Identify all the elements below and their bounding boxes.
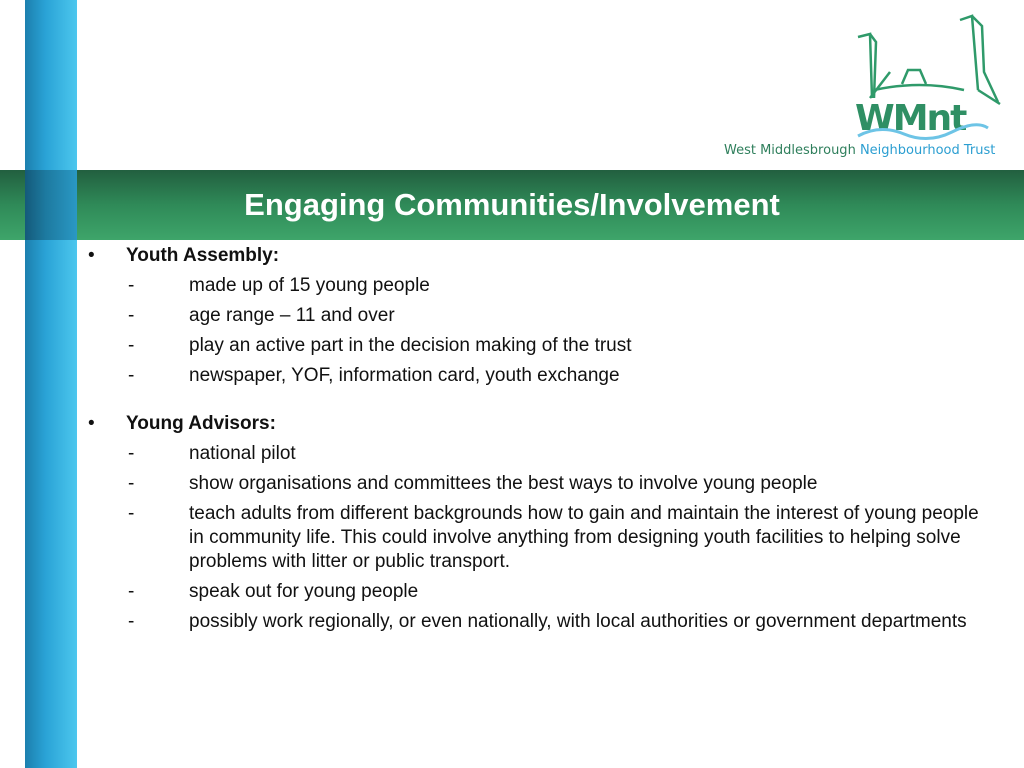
logo-caption-part2: Neighbourhood Trust: [859, 143, 996, 158]
logo-caption-part1: West Middlesbrough: [724, 143, 856, 158]
list-item-text: age range – 11 and over: [189, 305, 395, 326]
bullet-marker: •: [88, 413, 95, 434]
list-item-text: national pilot: [189, 443, 296, 464]
section-young-advisors: [86, 412, 996, 634]
list-item-text: speak out for young people: [189, 581, 419, 602]
section-heading: Young Advisors:: [126, 413, 276, 434]
list-item: [86, 580, 996, 604]
list-item-text: show organisations and committees the best ways to involve young people: [189, 473, 818, 494]
list-item: [86, 610, 996, 634]
dash-marker: -: [128, 365, 135, 386]
wmnt-logo: [720, 12, 1010, 162]
dash-marker: -: [128, 305, 135, 326]
list-item: [86, 502, 996, 574]
dash-marker: -: [128, 503, 135, 524]
dash-marker: -: [128, 581, 135, 602]
logo-caption: [724, 143, 995, 158]
list-item: [86, 364, 996, 388]
list-item-text: possibly work regionally, or even nationally, with local authorities or government departments: [189, 611, 967, 632]
list-item: [86, 274, 996, 298]
slide-title: Engaging Communities/Involvement: [244, 187, 780, 222]
logo-monogram: WMnt: [855, 98, 966, 139]
section-heading: Youth Assembly:: [126, 245, 280, 266]
slide-content: [86, 244, 996, 658]
dash-marker: -: [128, 275, 135, 296]
dash-marker: -: [128, 611, 135, 632]
list-item-text: newspaper, YOF, information card, youth exchange: [189, 365, 620, 386]
list-item-text: play an active part in the decision making of the trust: [189, 335, 632, 356]
dash-marker: -: [128, 335, 135, 356]
dash-marker: -: [128, 473, 135, 494]
list-item: [86, 472, 996, 496]
list-item: [86, 304, 996, 328]
section-youth-assembly: [86, 244, 996, 388]
bullet-marker: •: [88, 245, 95, 266]
section-heading-row: [86, 412, 996, 442]
list-item-text: made up of 15 young people: [189, 275, 430, 296]
list-item: [86, 334, 996, 358]
section-heading-row: [86, 244, 996, 274]
dash-marker: -: [128, 443, 135, 464]
left-accent-bar: [25, 0, 77, 768]
list-item: [86, 442, 996, 466]
bridge-icon: [858, 16, 1000, 104]
list-item-text: teach adults from different backgrounds how to gain and maintain the interest of young people in community life. This could involve anything from designing youth facilities to helping solve problems with litter or public transport.: [189, 503, 979, 572]
